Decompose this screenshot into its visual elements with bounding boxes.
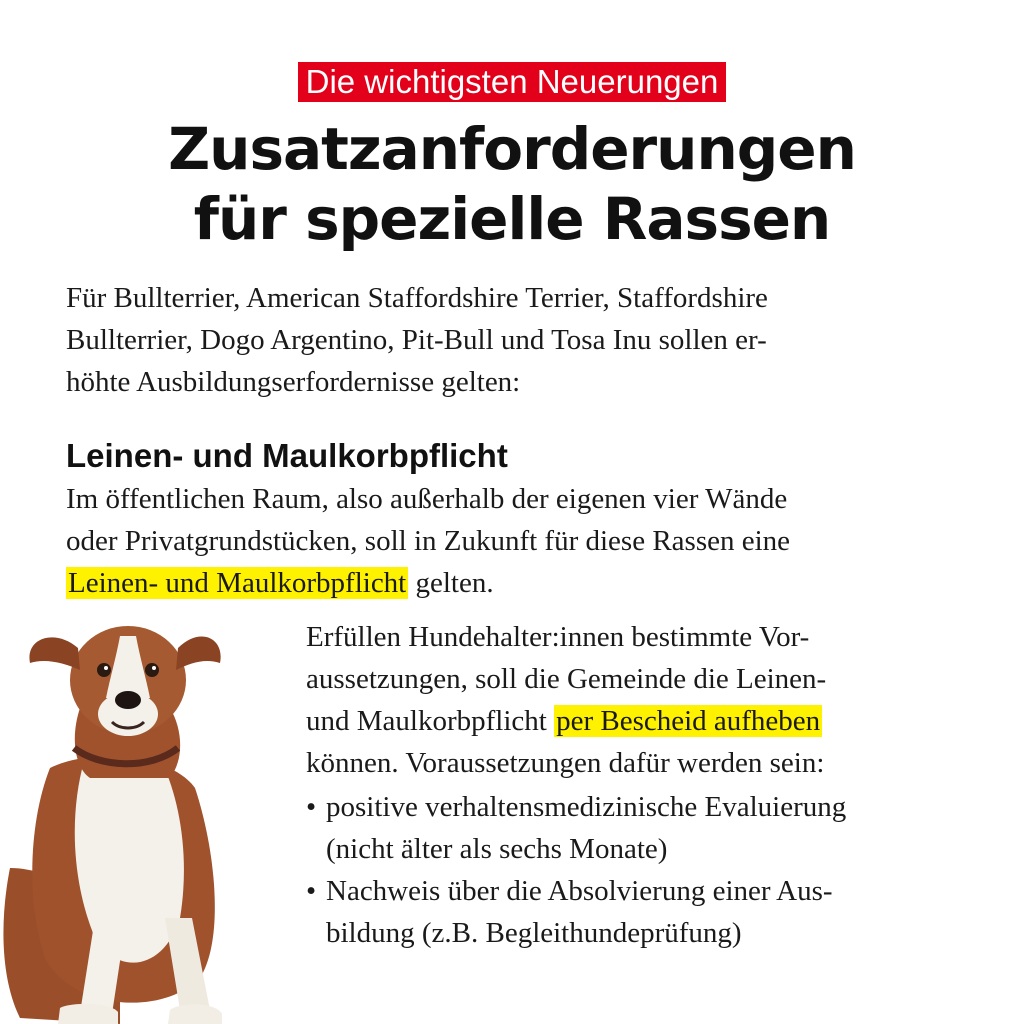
exemption-line-1: Erfüllen Hundehalter:innen bestimmte Vor- [306,621,810,653]
dog-photo [0,618,300,1024]
exemption-line-3-start: und Maulkorbpflicht [306,705,555,737]
kicker [0,62,1024,102]
list-item-line-1: positive verhaltensmedizinische Evaluierung [326,791,847,823]
intro-line-2: Bullterrier, Dogo Argentino, Pit-Bull und Tosa Inu sollen er- [66,324,767,356]
list-item [306,786,996,870]
bullet-icon: • [306,875,317,907]
page-title-line-1: Zusatzanforderungen [168,115,856,183]
exemption-paragraph [306,616,986,784]
list-item-line-1: Nachweis über die Absolvierung einer Aus- [326,875,833,907]
highlight-per-bescheid: per Bescheid aufheben [556,705,821,737]
exemption-line-2: aussetzungen, soll die Gemeinde die Leinen- [306,663,827,695]
intro-line-3: höhte Ausbildungserfordernisse gelten: [66,366,521,398]
leash-paragraph [66,478,966,604]
list-item-line-2: (nicht älter als sechs Monate) [326,833,668,865]
intro-paragraph [66,277,966,403]
leash-line-1: Im öffentlichen Raum, also außerhalb der eigenen vier Wände [66,483,788,515]
section-heading: Leinen- und Maulkorbpflicht [66,437,508,474]
requirements-list [306,786,996,954]
exemption-line-4: können. Voraussetzungen dafür werden sein: [306,747,825,779]
leash-line-2: oder Privatgrundstücken, soll in Zukunft für diese Rassen eine [66,525,791,557]
page-title-line-2: für spezielle Rassen [193,185,831,253]
list-item [306,870,996,954]
bullet-icon: • [306,791,317,823]
leash-line-3 [66,562,966,604]
kicker-label: Die wichtigsten Neuerungen [298,62,727,102]
page-title [0,114,1024,254]
highlight-leash-muzzle: Leinen- und Maulkorbpflicht [68,567,407,599]
intro-line-1: Für Bullterrier, American Staffordshire Terrier, Staffordshire [66,282,768,314]
list-item-line-2: bildung (z.B. Begleithundeprüfung) [326,917,742,949]
exemption-line-3 [306,700,986,742]
leash-line-3-end: gelten. [408,567,494,599]
